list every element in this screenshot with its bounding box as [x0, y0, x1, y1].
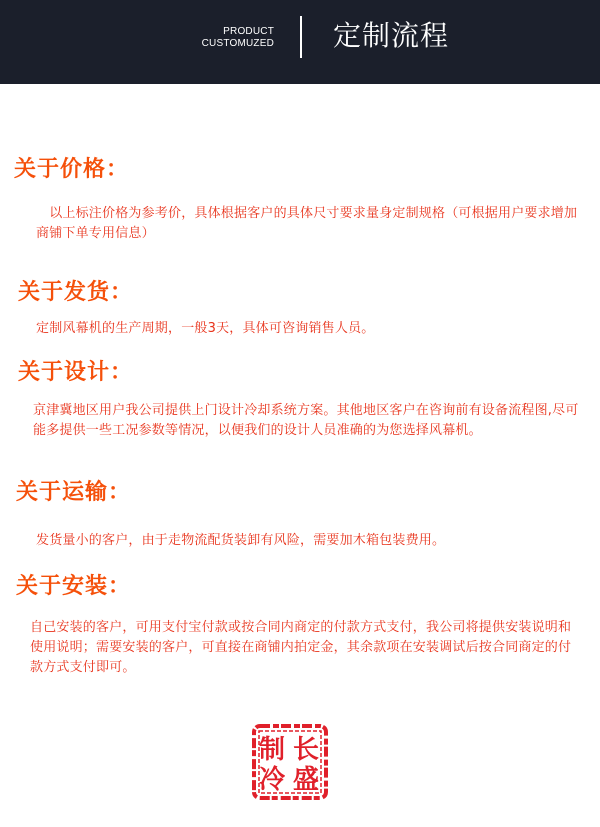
page-header: [0, 0, 600, 84]
section-shipping-title: 关于发货：: [18, 280, 134, 305]
header-divider: [300, 16, 302, 58]
section-shipping-text: 定制风幕机的生产周期，一般3天，具体可咨询销售人员。: [36, 321, 375, 336]
header-en-line1: PRODUCT: [223, 26, 274, 37]
header-english-label: [182, 26, 274, 50]
section-design-text: 京津冀地区用户我公司提供上门设计冷却系统方案。其他地区客户在咨询前有设备流程图,尽可能多提供一些工况参数等情况，以便我们的设计人员准确的为您选择风幕机。: [33, 403, 579, 438]
section-installation-title: 关于安装：: [16, 574, 132, 599]
header-title: 定制流程: [333, 19, 450, 52]
seal-char-3: 冷: [258, 765, 286, 795]
header-en-line2: CUSTOMUZED: [201, 38, 274, 49]
seal-char-4: 盛: [292, 765, 320, 795]
section-price-text: 以上标注价格为参考价，具体根据客户的具体尺寸要求量身定制规格（可根据用户要求增加商铺下单专用信息）: [36, 206, 578, 241]
seal-char-1: 制: [258, 735, 286, 765]
company-seal: [250, 722, 330, 802]
section-price-title: 关于价格：: [14, 157, 130, 182]
section-transport-title: 关于运输：: [16, 480, 132, 505]
section-design-title: 关于设计：: [18, 360, 134, 385]
seal-char-2: 长: [292, 735, 320, 765]
section-installation-text: 自己安装的客户，可用支付宝付款或按合同内商定的付款方式支付，我公司将提供安装说明和使用说明；需要安装的客户，可直接在商铺内拍定金，其余款项在安装调试后按合同商定的付款方式支付即可。: [30, 620, 572, 675]
section-transport-text: 发货量小的客户，由于走物流配货装卸有风险，需要加木箱包装费用。: [36, 533, 446, 548]
